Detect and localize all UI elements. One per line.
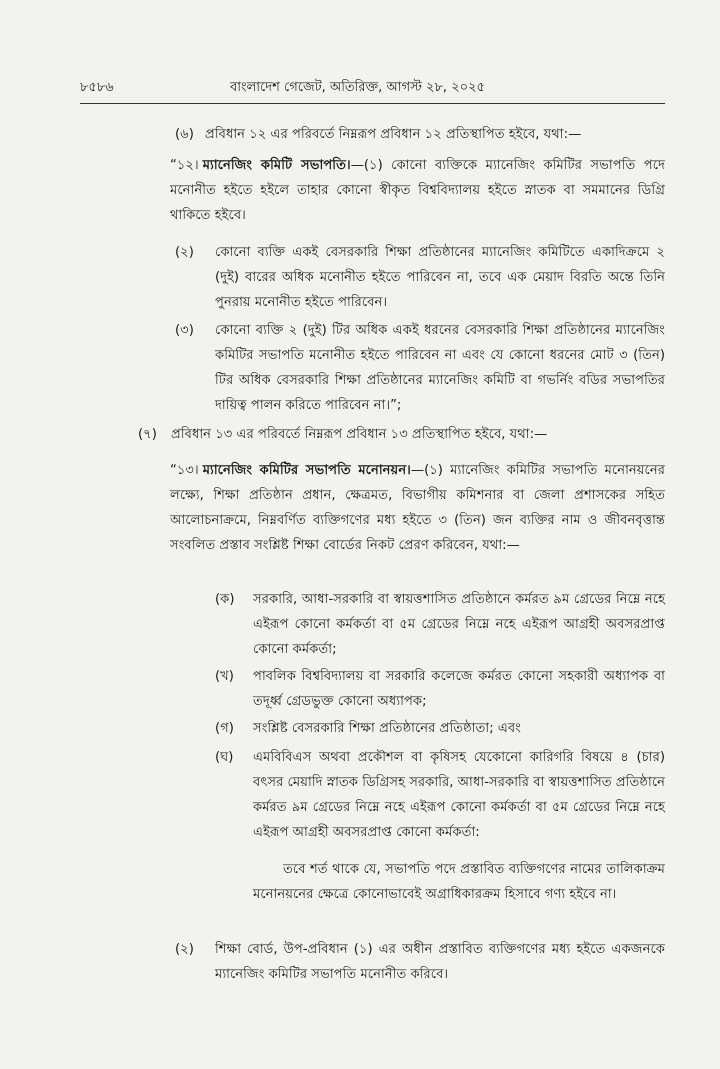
- item-7-intro-text: প্রবিধান ১৩ এর পরিবর্তে নিম্নরূপ প্রবিধান ১৩ প্রতিস্থাপিত হইবে, যথা:—: [171, 427, 548, 442]
- clause-number: (২): [175, 245, 194, 260]
- page-number: ৮৫৮৬: [80, 80, 114, 95]
- proviso: [253, 857, 665, 932]
- clause-number: (৩): [175, 323, 194, 338]
- regulation-13-clause-1: [170, 458, 665, 583]
- regulation-13-heading: ম্যানেজিং কমিটির সভাপতি মনোনয়ন।: [202, 463, 411, 478]
- clause-text: কোনো ব্যক্তি ২ (দুই) টির অধিক একই ধরনের বেসরকারি শিক্ষা প্রতিষ্ঠানের ম্যানেজিং কমিটির সভাপতি মনোনীত হইতে পারিবেন না এবং যে কোনো ধরনের মোট ৩ (তিন) টির অধিক বেসরকারি শিক্ষা প্রতিষ্ঠানের ম্যানেজিং কমিটি বা গভর্নিং বডির সভাপতির দায়িত্ব পালন করিতে পারিবেন না।”;: [215, 323, 665, 413]
- sub-clause-label: (খ): [215, 669, 234, 684]
- sub-clause-text: সংশ্লিষ্ট বেসরকারি শিক্ষা প্রতিষ্ঠানের প্রতিষ্ঠাতা; এবং: [253, 721, 521, 736]
- regulation-13-clause-1-text: —(১) ম্যানেজিং কমিটির সভাপতি মনোনয়নের লক্ষ্যে, শিক্ষা প্রতিষ্ঠান প্রধান, ক্ষেত্রমত, বিভাগীয় কমিশনার বা জেলা প্রশাসকের সহিত আলোচনাক্রমে, নিম্নবর্ণিত ব্যক্তিগণের মধ্য হইতে ৩ (তিন) জন ব্যক্তির নাম ও জীবনবৃত্তান্ত সংবলিত প্রস্তাব সংশ্লিষ্ট শিক্ষা বোর্ডের নিকট প্রেরণ করিবেন, যথা:—: [170, 463, 665, 553]
- regulation-13-number: “১৩।: [170, 463, 199, 478]
- regulation-13-clause-2: [175, 937, 665, 987]
- item-7-intro: [138, 422, 665, 447]
- regulation-12-clause-1: [170, 153, 665, 228]
- sub-clause-ga: [215, 716, 665, 741]
- sub-clause-gha: [215, 745, 665, 845]
- clause-text: শিক্ষা বোর্ড, উপ-প্রবিধান (১) এর অধীন প্রস্তাবিত ব্যক্তিগণের মধ্য হইতে একজনকে ম্যানেজিং কমিটির সভাপতি মনোনীত করিবে।: [215, 942, 665, 982]
- clause-number: (২): [175, 942, 194, 957]
- item-6-number: (৬): [175, 127, 194, 142]
- clause-text: কোনো ব্যক্তি একই বেসরকারি শিক্ষা প্রতিষ্ঠানের ম্যানেজিং কমিটিতে একাদিক্রমে ২ (দুই) বারের অধিক মনোনীত হইতে পারিবেন না, তবে এক মেয়াদ বিরতি অন্তে তিনি পুনরায় মনোনীত হইতে পারিবেন।: [215, 245, 665, 310]
- gazette-title: বাংলাদেশ গেজেট, অতিরিক্ত, আগস্ট ২৮, ২০২৫: [230, 80, 485, 95]
- regulation-12-clause-1-text: —(১) কোনো ব্যক্তিকে ম্যানেজিং কমিটির সভাপতি পদে মনোনীত হইতে হইলে তাহার কোনো স্বীকৃত বিশ্ববিদ্যালয় হইতে স্নাতক বা সমমানের ডিগ্রি থাকিতে হইবে।: [170, 158, 665, 223]
- header-divider: [80, 103, 665, 104]
- sub-clause-label: (ঘ): [215, 750, 234, 765]
- item-6-intro-text: প্রবিধান ১২ এর পরিবর্তে নিম্নরূপ প্রবিধান ১২ প্রতিস্থাপিত হইবে, যথা:—: [205, 127, 582, 142]
- sub-clause-label: (গ): [215, 721, 234, 736]
- item-6-intro: [175, 122, 665, 147]
- regulation-12-heading: ম্যানেজিং কমিটি সভাপতি।: [202, 158, 351, 173]
- regulation-12-clause-3: [175, 318, 665, 418]
- sub-clause-kha: [215, 664, 665, 714]
- proviso-text: তবে শর্ত থাকে যে, সভাপতি পদে প্রস্তাবিত ব্যক্তিগণের নামের তালিকাক্রম মনোনয়নের ক্ষেত্রে কোনোভাবেই অগ্রাধিকারক্রম হিসাবে গণ্য হইবে না।: [253, 862, 665, 902]
- regulation-12-clause-2: [175, 240, 665, 315]
- regulation-12-number: “১২।: [170, 158, 199, 173]
- sub-clause-ka: [215, 587, 665, 662]
- sub-clause-text: এমবিবিএস অথবা প্রকৌশল বা কৃষিসহ যেকোনো কারিগরি বিষয়ে ৪ (চার) বৎসর মেয়াদি স্নাতক ডিগ্রিসহ সরকারি, আধা-সরকারি বা স্বায়ত্তশাসিত প্রতিষ্ঠানে কর্মরত ৯ম গ্রেডের নিম্নে নহে এইরূপ কোনো কর্মকর্তা বা ৫ম গ্রেডের নিম্নে নহে এইরূপ আগ্রহী অবসরপ্রাপ্ত কোনো কর্মকর্তা:: [253, 750, 665, 840]
- sub-clause-text: পাবলিক বিশ্ববিদ্যালয় বা সরকারি কলেজে কর্মরত কোনো সহকারী অধ্যাপক বা তদূর্ধ্ব গ্রেডভুক্ত কোনো অধ্যাপক;: [253, 669, 665, 709]
- sub-clause-label: (ক): [215, 592, 235, 607]
- page-header: [80, 78, 660, 100]
- sub-clause-text: সরকারি, আধা-সরকারি বা স্বায়ত্তশাসিত প্রতিষ্ঠানে কর্মরত ৯ম গ্রেডের নিম্নে নহে এইরূপ কোনো কর্মকর্তা বা ৫ম গ্রেডের নিম্নে নহে এইরূপ আগ্রহী অবসরপ্রাপ্ত কোনো কর্মকর্তা;: [253, 592, 665, 657]
- item-7-number: (৭): [138, 427, 157, 442]
